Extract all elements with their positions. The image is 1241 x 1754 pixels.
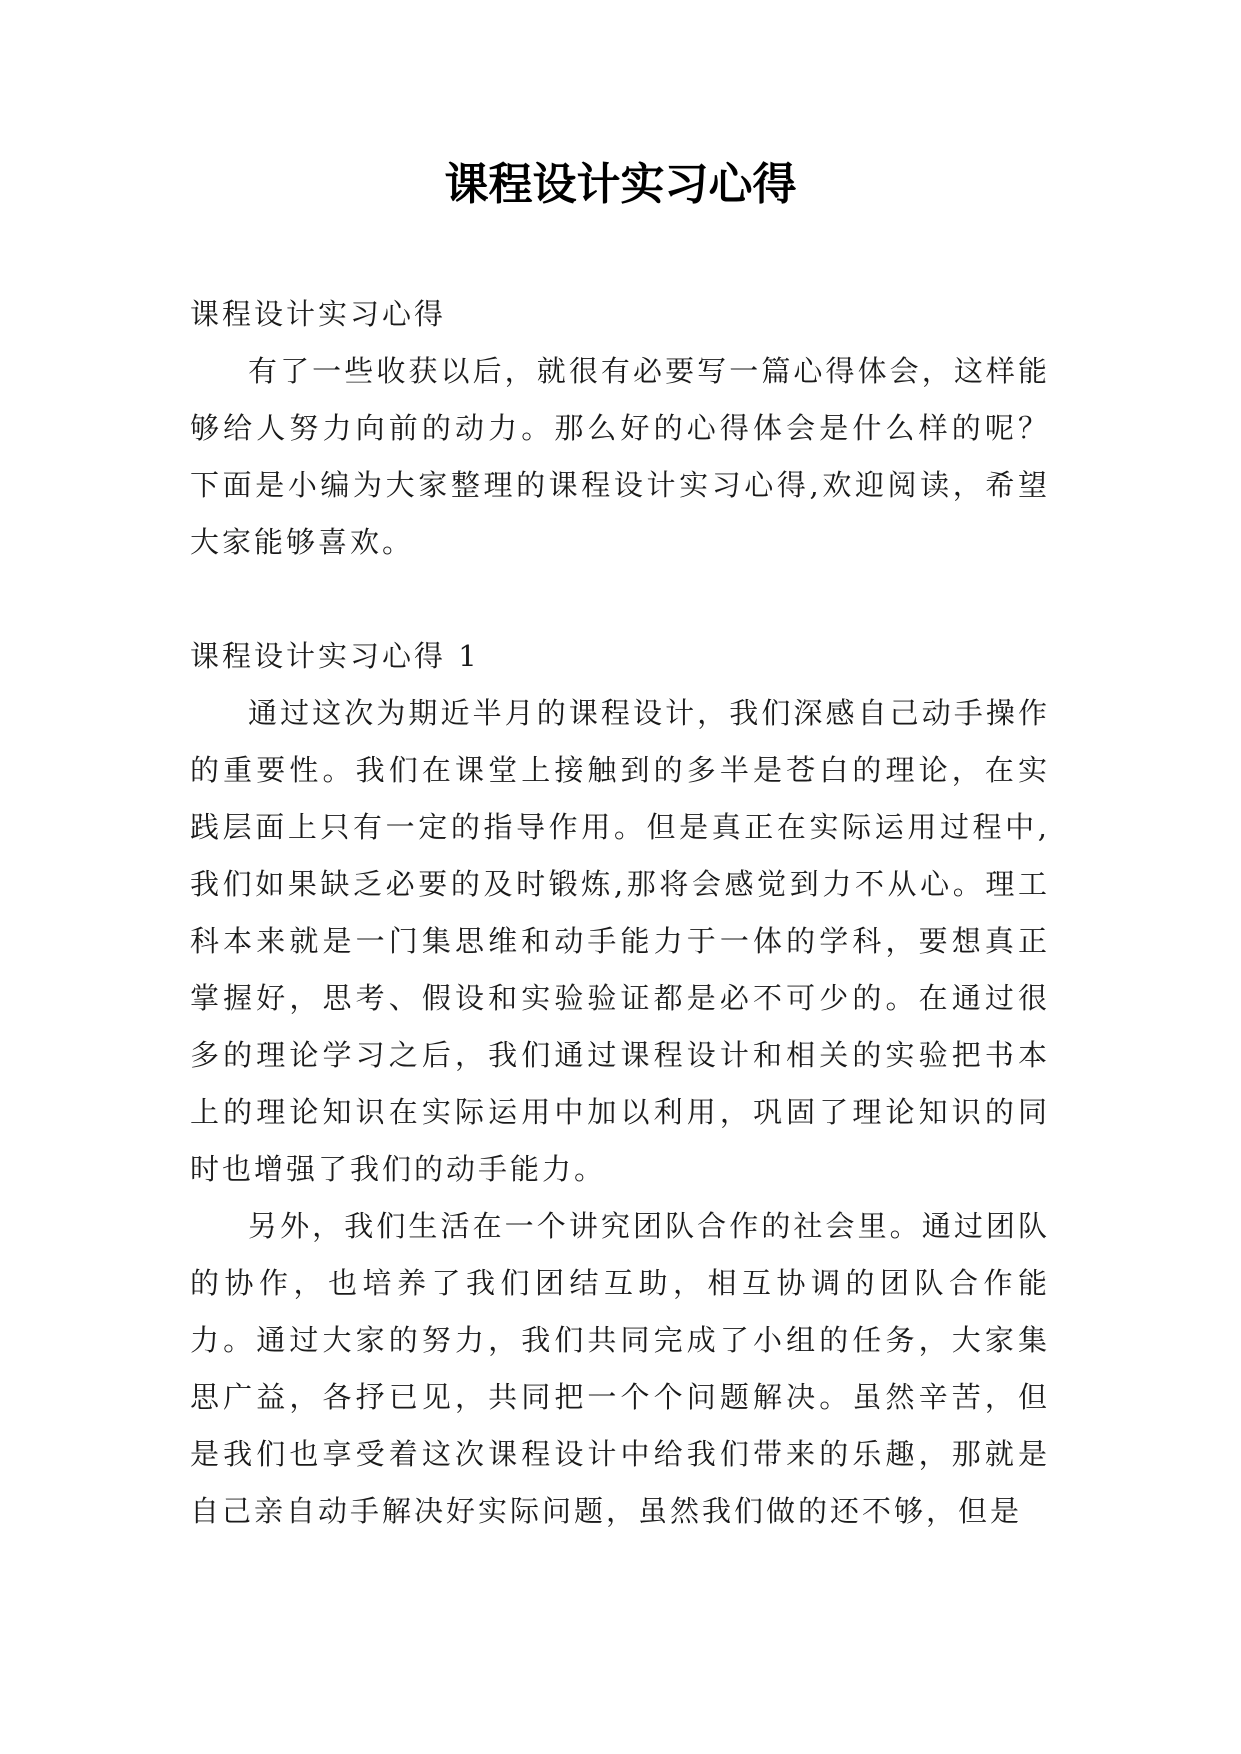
body-paragraph: 通过这次为期近半月的课程设计，我们深感自己动手操作的重要性。我们在课堂上接触到的多半是苍白的理论，在实践层面上只有一定的指导作用。但是真正在实际运用过程中,我们如果缺乏必要的及时锻炼,那将会感觉到力不从心。理工科本来就是一门集思维和动手能力于一体的学科，要想真正掌握好，思考、假设和实验验证都是必不可少的。在通过很多的理论学习之后，我们通过课程设计和相关的实验把书本上的理论知识在实际运用中加以利用，巩固了理论知识的同时也增强了我们的动手能力。: [190, 696, 1050, 1186]
body-paragraph: 另外，我们生活在一个讲究团队合作的社会里。通过团队的协作，也培养了我们团结互助，相互协调的团队合作能力。通过大家的努力，我们共同完成了小组的任务，大家集思广益，各抒已见，共同把一个个问题解决。虽然辛苦，但是我们也享受着这次课程设计中给我们带来的乐趣，那就是自己亲自动手解决好实际问题，虽然我们做的还不够，但是: [190, 1209, 1050, 1528]
document-body: [190, 286, 1050, 1540]
section-heading: 课程设计实习心得 1: [190, 639, 480, 673]
document-title: 课程设计实习心得: [444, 159, 797, 210]
section-spacer: [190, 571, 1050, 628]
subtitle-line: 课程设计实习心得: [190, 297, 447, 331]
intro-paragraph: 有了一些收获以后，就很有必要写一篇心得体会，这样能够给人努力向前的动力。那么好的心得体会是什么样的呢？下面是小编为大家整理的课程设计实习心得,欢迎阅读，希望大家能够喜欢。: [190, 354, 1050, 559]
